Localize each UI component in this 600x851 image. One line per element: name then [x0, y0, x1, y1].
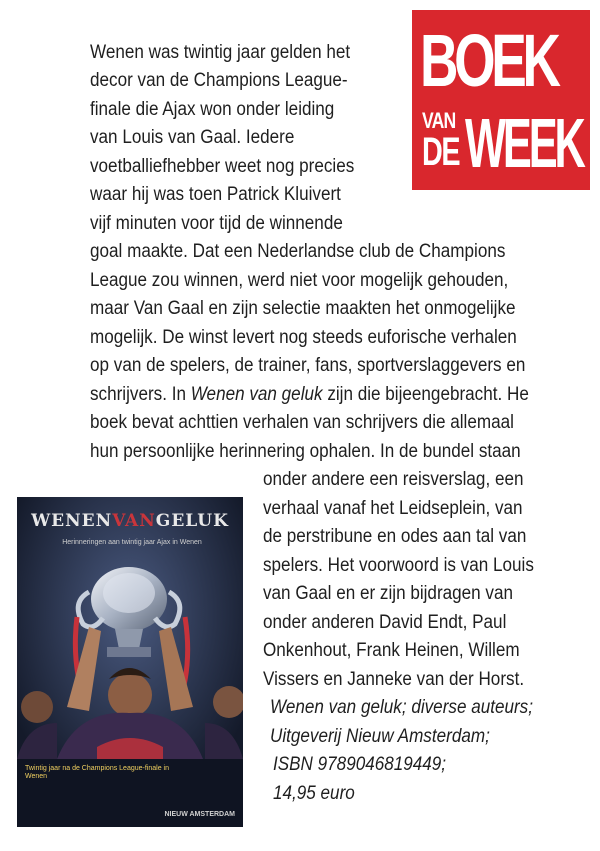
article-line: Wenen was twintig jaar gelden het: [90, 42, 351, 63]
cover-title-a: WENEN: [31, 511, 113, 531]
boek-van-de-week-badge: [412, 10, 590, 190]
article-line: hun persoonlijke herinnering ophalen. In de bundel staan: [90, 441, 521, 462]
book-title-italic: Wenen van geluk: [190, 384, 323, 405]
article-line: maar Van Gaal en zijn selectie maakten het onmogelijke: [90, 298, 516, 319]
article-line: mogelijk. De winst levert nog steeds euforische verhalen: [90, 327, 517, 348]
article-line: de perstribune en odes aan tal van: [263, 526, 527, 547]
article-line: Onkenhout, Frank Heinen, Willem: [263, 640, 520, 661]
cover-subtitle: Herinneringen aan twintig jaar Ajax in Wenen: [62, 539, 202, 546]
article-line: [90, 383, 529, 407]
book-info-line: Wenen van geluk; diverse auteurs;: [270, 697, 533, 718]
article-line: League zou winnen, werd niet voor mogelijk gehouden,: [90, 270, 509, 291]
book-info-line: Uitgeverij Nieuw Amsterdam;: [270, 726, 490, 747]
badge-week: WEEK: [465, 104, 583, 182]
article-line: verhaal vanaf het Leidseplein, van: [263, 498, 523, 519]
article-line: onder anderen David Endt, Paul: [263, 612, 507, 633]
badge-boek: BOEK: [420, 19, 557, 102]
cover-blurb: Twintig jaar na de Champions League-finale in Wenen: [25, 765, 169, 780]
cover-title-c: GELUK: [155, 511, 229, 531]
article-line: voetballiefhebber weet nog precies: [90, 156, 355, 177]
book-info-line: ISBN 9789046819449;: [273, 754, 447, 775]
article-line: op van de spelers, de trainer, fans, sportverslaggevers en: [90, 355, 526, 376]
book-info-line: 14,95 euro: [273, 783, 355, 804]
article-line: spelers. Het voorwoord is van Louis: [263, 555, 534, 576]
article-line: boek bevat achttien verhalen van schrijvers die allemaal: [90, 412, 514, 433]
article-line: finale die Ajax won onder leiding: [90, 99, 335, 120]
article-line: waar hij was toen Patrick Kluivert: [90, 184, 341, 205]
article-line: onder andere een reisverslag, een: [263, 469, 524, 490]
article-line: decor van de Champions League-: [90, 70, 348, 91]
article-line-start: schrijvers. In: [90, 384, 191, 405]
cover-title-b: VAN: [112, 511, 156, 531]
article-line-end: zijn die bijeengebracht. He: [322, 384, 529, 405]
cover-title: [27, 511, 233, 531]
article-line: van Gaal en er zijn bijdragen van: [263, 583, 514, 604]
article-line: vijf minuten voor tijd de winnende: [90, 213, 343, 234]
article-line: van Louis van Gaal. Iedere: [90, 127, 295, 148]
badge-de: DE: [422, 130, 460, 174]
article-line: goal maakte. Dat een Nederlandse club de Champions: [90, 241, 506, 262]
book-cover: [17, 497, 243, 827]
article-line: Vissers en Janneke van der Horst.: [263, 669, 525, 690]
badge-van: VAN: [422, 108, 456, 133]
cover-publisher: NIEUW AMSTERDAM: [164, 811, 235, 818]
